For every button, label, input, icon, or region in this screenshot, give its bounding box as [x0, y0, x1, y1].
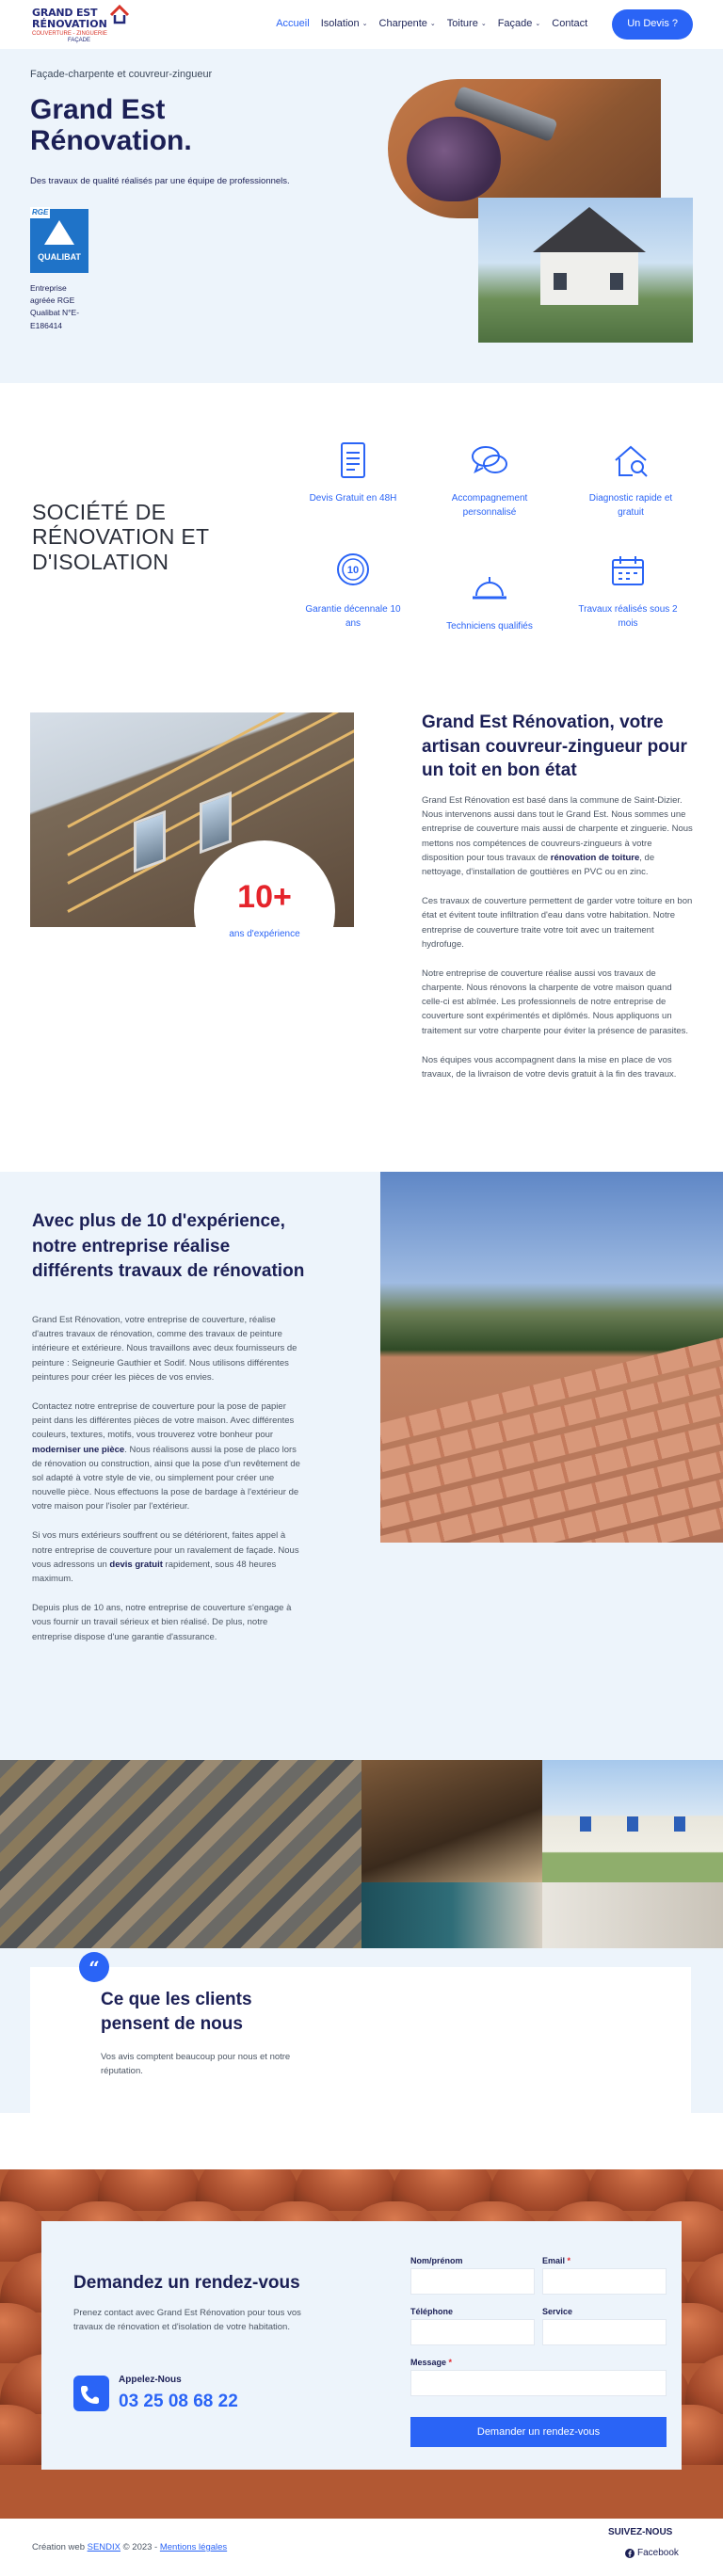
- qualibat-triangle-icon: [44, 220, 74, 245]
- service-label: Diagnostic rapide et gratuit: [588, 493, 673, 518]
- calendar-icon: [607, 551, 649, 592]
- service-devis: [301, 440, 405, 505]
- experience-paragraph: [32, 1528, 307, 1586]
- label-text: Service: [542, 2307, 573, 2316]
- chevron-down-icon: ⌄: [429, 20, 436, 27]
- experience-title: Avec plus de 10 d'expérience, notre entreprise réalise différents travaux de rénovation: [32, 1211, 305, 1282]
- main-nav: [276, 9, 693, 40]
- logo-line-1: GRAND EST: [32, 7, 98, 19]
- phone-field-label: [410, 2306, 453, 2318]
- nav-item-toiture[interactable]: [447, 17, 487, 32]
- about-paragraph: Ces travaux de couverture permettent de garder votre toiture en bon état et évitent toute infiltration d'eau dans votre habitation. Notre entreprise de couverture traite votre toit avec un traitement hydrofuge.: [422, 896, 693, 950]
- chevron-down-icon: ⌄: [535, 20, 541, 27]
- hero-section: [0, 49, 723, 383]
- photo-gallery: [0, 1760, 723, 1948]
- attic-photo: [362, 1760, 542, 1882]
- follow-title: SUIVEZ-NOUS: [608, 2527, 673, 2537]
- house-roof: [533, 207, 646, 252]
- label-text: Téléphone: [410, 2307, 454, 2316]
- blue-shutter: [674, 1816, 685, 1832]
- page-title: Grand Est Rénovation.: [30, 94, 192, 156]
- facebook-label: Facebook: [637, 2548, 679, 2558]
- nav-label: Isolation: [320, 18, 360, 30]
- phone-field[interactable]: [410, 2319, 535, 2345]
- nav-item-contact[interactable]: [552, 17, 587, 32]
- logo-house-icon: [109, 4, 130, 24]
- label-text: Nom/prénom: [410, 2256, 463, 2265]
- services-section: [0, 383, 723, 682]
- name-label: [410, 2255, 463, 2267]
- about-paragraph: Nos équipes vous accompagnent dans la mise en place de vos travaux, de la livraison de votre devis gratuit à la fin des travaux.: [422, 1054, 677, 1080]
- text-run: , de nettoyage, d'installation de gouttières en PVC ou en zinc.: [422, 852, 655, 877]
- phone-label: Appelez-Nous: [119, 2375, 182, 2385]
- submit-appointment-button[interactable]: Demander un rendez-vous: [410, 2417, 667, 2447]
- service-label: [542, 2306, 572, 2318]
- roof-window: [200, 792, 232, 854]
- about-title: Grand Est Rénovation, votre artisan couvreur-zingueur pour un toit en bon état: [422, 712, 687, 781]
- nav-label: Accueil: [276, 18, 310, 30]
- house-window: [554, 273, 567, 290]
- rge-badge-top: RGE: [32, 208, 49, 216]
- nav-item-isolation[interactable]: [321, 17, 368, 32]
- testimonials-text: Vos avis comptent beaucoup pour nous et notre réputation.: [101, 2052, 291, 2077]
- contact-card: [41, 2221, 682, 2470]
- contact-title: Demandez un rendez-vous: [73, 2273, 300, 2293]
- email-label: [542, 2255, 570, 2267]
- rge-text: Entreprise agréée RGE Qualibat N°E-E186414: [30, 283, 80, 330]
- legal-link[interactable]: Mentions légales: [159, 2542, 228, 2552]
- facebook-icon: [625, 2549, 635, 2558]
- house-window: [610, 273, 623, 290]
- label-text: Message: [410, 2358, 447, 2367]
- sendix-link[interactable]: SENDIX: [87, 2542, 120, 2552]
- text-run: Contactez notre entreprise de couverture pour la pose de papier peint dans les différentes pièces de votre maison. Avec différentes couleurs, textures, motifs, vous trouverez votre bonheur pour: [32, 1400, 295, 1441]
- slate-roof-photo: [0, 1760, 362, 1948]
- roof-tiles-photo: [380, 1172, 723, 1543]
- hero-kicker: Façade-charpente et couvreur-zingueur: [30, 69, 213, 80]
- house-photo: [478, 198, 693, 343]
- testimonials-title: Ce que les clients pensent de nous: [101, 1990, 252, 2034]
- experience-paragraph: Grand Est Rénovation, votre entreprise de couverture, réalise d'autres travaux de rénovation, comme des travaux de peinture intérieure et extérieure. Nous travaillons avec deux fournisseurs de peinture : Seigneurie Gauthier et Sodif. Nous utilisons différentes peintures pour créer les pièces de vos envies.: [32, 1315, 297, 1383]
- blue-shutter: [627, 1816, 638, 1832]
- nav-label: Toiture: [446, 18, 478, 30]
- required-mark: *: [567, 2256, 571, 2265]
- text-run-bold: moderniser une pièce: [32, 1444, 125, 1455]
- warranty-badge-icon: [332, 551, 374, 592]
- service-label: Accompagnement personnalisé: [451, 493, 528, 518]
- site-footer: [0, 2519, 723, 2576]
- services-title: SOCIÉTÉ DE RÉNOVATION ET D'ISOLATION: [32, 500, 209, 574]
- text-run-bold: rénovation de toiture: [550, 852, 640, 863]
- nav-label: Charpente: [378, 18, 427, 30]
- service-label: Techniciens qualifiés: [446, 621, 533, 632]
- about-text: [422, 793, 695, 1096]
- document-icon: [332, 440, 374, 481]
- service-garantie: [301, 551, 405, 631]
- nav-label: Contact: [552, 18, 588, 30]
- experience-paragraph: [32, 1400, 307, 1514]
- text-run: Grand Est Rénovation est basé dans la commune de Saint-Dizier. Nous intervenons aussi dans tout le Grand Est. Nous sommes une entreprise de couverture mais aussi de charpente et zinguerie. Nous mettons nos compétences de couvreurs-zingueurs à votre disposition pour tous travaux de: [422, 795, 693, 863]
- service-accompagnement: [438, 440, 541, 520]
- nav-label: Façade: [497, 18, 533, 30]
- rge-qualibat-badge: [30, 209, 88, 273]
- message-label: [410, 2357, 452, 2369]
- chevron-down-icon: ⌄: [480, 20, 487, 27]
- service-travaux: [576, 551, 680, 631]
- logo-line-3: COUVERTURE - ZINGUERIE: [32, 31, 107, 37]
- service-label: Devis Gratuit en 48H: [309, 493, 397, 504]
- phone-icon[interactable]: [73, 2376, 109, 2411]
- about-paragraph: Notre entreprise de couverture réalise aussi vos travaux de charpente. Nous rénovons la charpente de votre maison quand celle-ci est abîmée. Les professionnels de notre entreprise de couverture sont expérimentés et diplômés. Nous appliquons un traitement sur votre charpente pour éviter la présence de parasites.: [422, 968, 689, 1036]
- warranty-number: 10: [346, 565, 360, 576]
- rge-badge-name: QUALIBAT: [38, 251, 81, 262]
- hero-lead: Des travaux de qualité réalisés par une équipe de professionnels.: [30, 176, 290, 186]
- footer-credit: [32, 2541, 227, 2554]
- nav-item-accueil[interactable]: [276, 17, 309, 32]
- about-section: [0, 682, 723, 1172]
- experience-badge: [194, 840, 335, 982]
- service-label: Travaux réalisés sous 2 mois: [578, 604, 678, 629]
- service-field[interactable]: [542, 2319, 667, 2345]
- chevron-down-icon: ⌄: [362, 20, 368, 27]
- contact-intro: Prenez contact avec Grand Est Rénovation pour tous vos travaux de rénovation et d'isolation de votre habitation.: [73, 2308, 301, 2333]
- logo-line-4: FAÇADE: [68, 38, 91, 43]
- text-run: rapidement, sous 48 heures maximum.: [32, 1559, 277, 1584]
- name-field[interactable]: [410, 2268, 535, 2295]
- credit-prefix: Création web: [32, 2542, 85, 2552]
- blue-shutter: [580, 1816, 591, 1832]
- text-run-bold: devis gratuit: [109, 1559, 163, 1570]
- experience-paragraph: Depuis plus de 10 ans, notre entreprise de couverture s'engage à vous fournir un travail sérieux et bien réalisé. De plus, notre entreprise dispose d'une garantie d'assurance.: [32, 1603, 292, 1642]
- facebook-link[interactable]: [625, 2547, 679, 2561]
- logo[interactable]: [30, 4, 134, 45]
- message-field[interactable]: [410, 2370, 667, 2396]
- logo-line-2: RÉNOVATION: [32, 18, 107, 30]
- label-text: Email: [542, 2256, 566, 2265]
- quote-button[interactable]: Un Devis ?: [612, 9, 693, 40]
- renovated-house-photo: [542, 1760, 723, 1882]
- service-techniciens: [438, 568, 541, 633]
- testimonials-card: [30, 1957, 691, 2121]
- text-run: . Nous réalisons aussi la pose de placo lors de rénovation ou construction, ainsi que la pose d'un revêtement de sol adapté à votre style de vie, ou simplement pour créer une nouvelle pièce. Nous effectuons la pose de bardage à l'extérieur de votre maison pour l'isoler par l'extérieur.: [32, 1444, 300, 1512]
- about-paragraph: [422, 793, 695, 879]
- required-mark: *: [448, 2358, 453, 2367]
- nav-item-charpente[interactable]: [379, 17, 436, 32]
- service-diagnostic: [579, 440, 683, 520]
- experience-number: 10+: [237, 879, 292, 915]
- experience-text: [32, 1313, 307, 1659]
- bathroom-photo: [542, 1882, 723, 1948]
- site-header: [0, 0, 723, 49]
- interior-photo: [362, 1882, 542, 1948]
- email-field[interactable]: [542, 2268, 667, 2295]
- service-label: Garantie décennale 10 ans: [305, 604, 401, 629]
- phone-number-link[interactable]: 03 25 08 68 22: [119, 2392, 238, 2411]
- house-search-icon: [610, 440, 651, 481]
- quote-icon: “: [79, 1952, 109, 1982]
- chat-icon: [469, 440, 510, 481]
- copyright: © 2023 -: [122, 2542, 158, 2552]
- glove-shape: [407, 117, 501, 201]
- text-run: Si vos murs extérieurs souffrent ou se détériorent, faites appel à notre entreprise de couverture pour un ravalement de façade. Nous vous adressons un: [32, 1530, 299, 1570]
- nav-item-facade[interactable]: [498, 17, 541, 32]
- experience-label: ans d'expérience: [229, 929, 300, 940]
- helmet-icon: [469, 568, 510, 609]
